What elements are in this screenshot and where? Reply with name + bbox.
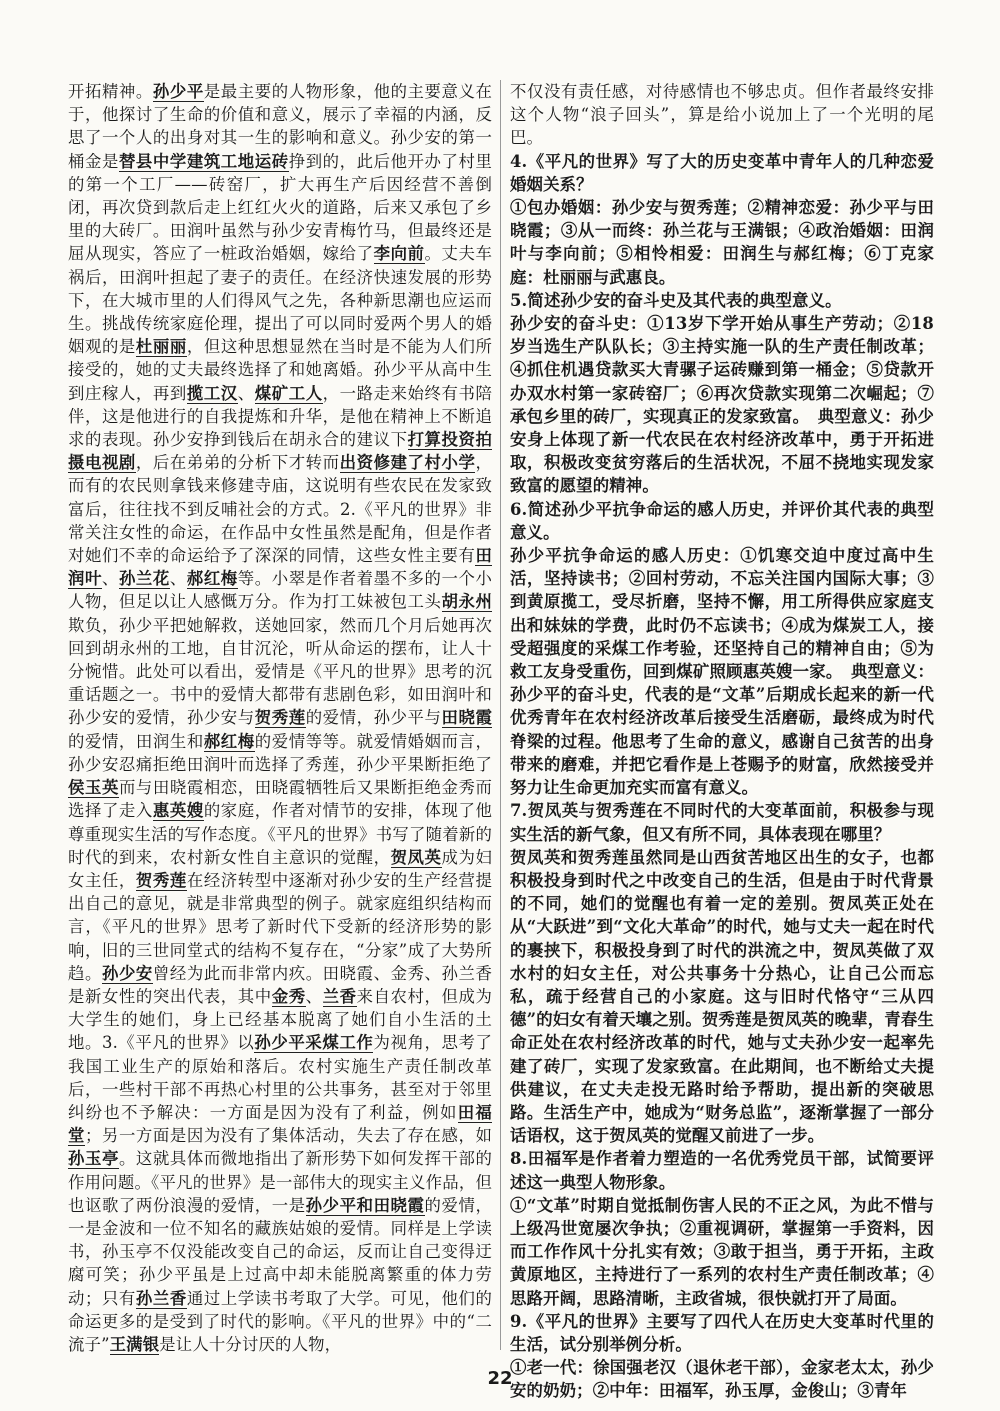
text-run: ，但这种思想显然在当时是不能为人们所接受的，她的丈夫最终选择了和她离婚。孙少平从高中生到庄稼人，再到 xyxy=(68,337,493,403)
question-text xyxy=(510,150,934,196)
underlined-answer: 孙少平采煤工作 xyxy=(254,1033,374,1053)
underlined-answer: 孙少平 xyxy=(152,82,204,101)
answer-text xyxy=(510,544,934,799)
text-run: ，后在弟弟的分析下才转而 xyxy=(135,453,340,473)
text-run: 的爱情，孙少平与 xyxy=(305,708,442,728)
text-run: 9.《平凡的世界》主要写了四代人在历史大变革时代里的生活，试分别举例分析。 xyxy=(510,1311,934,1354)
text-run: 的家庭，作者对情节的安排，体现了他尊重现实生活的写作态度。《平凡的世界》书写了随着新的时代的到来，农村新女性自主意识的觉醒， xyxy=(68,801,492,867)
text-run: 通过上学读书考取了大学。可见，他们的命运更多的是受到了时代的影响。《平凡的世界》中的“二流子” xyxy=(68,1288,493,1354)
underlined-answer: 杜丽丽 xyxy=(135,337,187,357)
text-run: ，而有的农民则拿钱来修建寺庙，这说明有些农民在发家致富后，往往找不到反哺社会的方式。2.《平凡的世界》非常关注女性的命运，在作品中女性虽然是配角，但是作者对她们不幸的命运给予了深深的同情，这些女性主要有 xyxy=(68,453,492,566)
text-run: 5.简述孙少安的奋斗史及其代表的典型意义。 xyxy=(510,290,842,310)
text-run: 挣到的，此后他开办了村里的第一个工厂——砖窑厂，扩大再生产后因经营不善倒闭，再次贷到款后走上红红火火的道路，后来又承包了乡里的大砖厂。田润叶虽然与孙少安青梅竹马，但最终还是屈从现实，答应了一桩政治婚姻，嫁给了 xyxy=(68,151,493,264)
text-run: 7.贺凤英与贺秀莲在不同时代的大变革面前，积极参与现实生活的新气象，但又有所不同，具体表现在哪里？ xyxy=(510,801,934,844)
underlined-answer: 惠英嫂 xyxy=(152,801,204,821)
underlined-answer: 贺凤英 xyxy=(390,847,442,867)
text-run: 开拓精神。 xyxy=(68,82,153,101)
text-run: ①包办婚姻：孙少安与贺秀莲；②精神恋爱：孙少平与田晓霞；③从一而终：孙兰花与王满银；④政治婚姻：田润叶与李向前；⑤相怜相爱：田润生与郝红梅；⑥丁克家庭：杜丽丽与武惠良。 xyxy=(510,198,934,287)
underlined-answer: 兰香 xyxy=(322,986,357,1006)
underlined-answer: 田福堂 xyxy=(68,1102,492,1146)
question-text xyxy=(510,289,934,312)
text-run: ①老一代：徐国强老汉（退休老干部），金家老太太，孙少安的奶奶；②中年：田福军，孙玉厚，金俊山；③青年 xyxy=(510,1358,934,1401)
text-run: 是让人十分讨厌的人物， xyxy=(159,1334,342,1354)
text-run: 成为妇女主任， xyxy=(68,847,492,890)
text-run: 孙少安的奋斗史：①13岁下学开始从事生产劳动；②18岁当选生产队队长；③主持实施一队的生产责任制改革；④抓住机遇贷款买大青骡子运砖赚到第一桶金；⑤贷款开办双水村第一家砖窑厂；⑥再次贷款实现第二次崛起；⑦承包乡里的砖厂，实现真正的发家致富。 典型意义：孙少安身上体现了新一代农民在农村经济改革中，勇于开拓进取，积极改变贫穷落后的生活状况，不屈不挠地实现发家致富的愿望的精神。 xyxy=(510,314,934,496)
column-divider xyxy=(500,80,501,1350)
text-run: 而与田晓霞相恋，田晓霞牺牲后又果断拒绝金秀而选择了走入 xyxy=(68,778,492,821)
answer-text xyxy=(510,846,934,1148)
answer-text xyxy=(510,196,934,289)
text-run: 6.简述孙少平抗争命运的感人历史，并评价其代表的典型意义。 xyxy=(510,499,934,542)
underlined-answer: 孙少平和田晓霞 xyxy=(305,1195,425,1215)
underlined-answer: 田润叶 xyxy=(68,546,492,589)
text-run: 的爱情，田润生和 xyxy=(68,731,204,751)
underlined-answer: 金秀 xyxy=(271,986,306,1006)
underlined-answer: 贺秀莲 xyxy=(254,708,306,728)
text-run: ①“文革”时期自觉抵制伤害人民的不正之风，为此不惜与上级冯世宽屡次争执；②重视调研，掌握第一手资料，因而工作作风十分扎实有效；③敢于担当，勇于开拓，主政黄原地区，主持进行了一系列的农村生产责任制改革；④思路开阔，思路清晰，主政省城，很快就打开了局面。 xyxy=(510,1195,934,1308)
underlined-answer: 煤矿工人 xyxy=(254,383,323,403)
text-run: 是最主要的人物形象，他的主要意义在于，他探讨了生命的价值和意义，展示了幸福的内涵，反思了一个人的出身对其一生的影响和意义。孙少安的第一桶金是 xyxy=(68,82,492,171)
underlined-answer: 王满银 xyxy=(109,1334,160,1354)
text-run: ，一路走来始终有书陪伴，这是他进行的自我提炼和升华，是他在精神上不断追求的表现。孙少安挣到钱后在胡永合的建议下 xyxy=(68,383,492,450)
underlined-answer: 孙少安 xyxy=(101,963,153,983)
text-run: 。这就具体而微地指出了新形势下如何发挥干部的作用问题。《平凡的世界》是一部伟大的现实主义作品，但也讴歌了两份浪漫的爱情，一是 xyxy=(68,1149,492,1215)
question-text xyxy=(510,799,934,845)
text-run: 孙少平抗争命运的感人历史：①饥寒交迫中度过高中生活，坚持读书；②回村劳动，不忘关注国内国际大事；③到黄原揽工，受尽折磨，坚持不懈，用工所得供应家庭支出和妹妹的学费，此时仍不忘读书；④成为煤炭工人，接受超强度的采煤工作考验，还坚持自己的精神自由；⑤为救工友身受重伤，回到煤矿照顾惠英嫂一家。 典型意义：孙少平的奋斗史，代表的是“文革”后期成长起来的新一代优秀青年在农村经济改革后接受生活磨砺，最终成为时代脊梁的过程。他思考了生命的意义，感谢自己贫苦的出身带来的磨难，并把它看作是上苍赐予的财富，欣然接受并努力让生命更加充实而富有意义。 xyxy=(510,546,934,798)
underlined-answer: 出资修建了村小学 xyxy=(339,453,476,473)
text-run: 在经济转型中逐渐对孙少安的生产经营提出自己的意见，就是非常典型的例子。就家庭组织结构而言，《平凡的世界》思考了新时代下受新的经济形势的影响，旧的三世同堂式的结构不复存在，“分家”成了大势所趋。 xyxy=(68,870,493,983)
text-run: 8.田福军是作者着力塑造的一名优秀党员干部，试简要评述这一典型人物形象。 xyxy=(510,1149,934,1192)
body-text xyxy=(510,80,934,150)
underlined-answer: 李向前 xyxy=(373,244,425,264)
underlined-answer: 侯玉英 xyxy=(68,778,119,798)
underlined-answer: 替县中学建筑工地运砖 xyxy=(118,151,289,171)
underlined-answer: 田晓霞 xyxy=(441,708,493,728)
text-run: 。丈夫车祸后，田润叶担起了妻子的责任。在经济快速发展的形势下，在大城市里的人们得风气之先，各种新思潮也应运而生。挑战传统家庭伦理，提出了可以同时爱两个男人的婚姻观的是 xyxy=(68,244,493,357)
text-run: 贺凤英和贺秀莲虽然同是山西贫苦地区出生的女子，也都积极投身到时代之中改变自己的生活，但是由于时代背景的不同，她们的觉醒也有着一定的差别。贺凤英正处在从“大跃进”到“文化大革命”的时代，她与丈夫一起在时代的裹挟下，积极投身到了时代的洪流之中，贺凤英做了双水村的妇女主任，对公共事务十分热心，让自己公而忘私，疏于经营自己的小家庭。这与旧时代恪守“三从四德”的妇女有着天壤之别。贺秀莲是贺凤英的晚辈，青春生命正处在农村经济改革的时代，她与丈夫孙少安一起率先建了砖厂，实现了发家致富。在此期间，也不断给丈夫提供建议，在丈夫走投无路时给予帮助，提出新的突破思路。生活生产中，她成为“财务总监”，逐渐掌握了一部分话语权，这于贺凤英的觉醒又前进了一步。 xyxy=(510,847,934,1146)
text-run: 为视角，思考了我国工业生产的原始和落后。农村实施生产责任制改革后，一些村干部不再热心村里的公共事务，甚至对于邻里纠纷也不予解决：一方面是因为没有了利益，例如 xyxy=(68,1033,492,1122)
text-run: ；另一方面是因为没有了集体活动，失去了存在感，如 xyxy=(84,1126,492,1146)
text-run: 的爱情，一是金波和一位不知名的藏族姑娘的爱情。同样是上学读书，孙玉亭不仅没能改变自己的命运，反而让自己变得迂腐可笑；孙少平虽是上过高中却未能脱离繁重的体力劳动；只有 xyxy=(68,1195,492,1308)
answer-text xyxy=(510,1194,934,1310)
question-text xyxy=(510,1310,934,1356)
left-column-text xyxy=(68,80,492,1356)
question-text xyxy=(510,1147,934,1193)
text-run: 欺负，孙少平把她解救，送她回家，然而几个月后她再次回到胡永州的工地，自甘沉沦，听从命运的摆布，让人十分惋惜。此处可以看出，爱情是《平凡的世界》思考的沉重话题之一。书中的爱情大都带有悲剧色彩，如田润叶和孙少安的爱情，孙少安与 xyxy=(68,615,492,728)
text-run: 、 xyxy=(237,383,255,403)
underlined-answer: 郝红梅 xyxy=(203,731,255,751)
underlined-answer: 打算投资拍摄电视剧 xyxy=(68,430,493,473)
underlined-answer: 孙兰香 xyxy=(135,1288,187,1308)
answer-text xyxy=(510,312,934,498)
text-run: 来自农村，但成为大学生的她们，身上已经基本脱离了她们自小生活的土地。3.《平凡的世界》以 xyxy=(68,986,492,1053)
left-column xyxy=(68,80,492,1356)
text-run: 、 xyxy=(169,569,187,589)
underlined-answer: 孙玉亭 xyxy=(68,1149,119,1169)
underlined-answer: 贺秀莲 xyxy=(135,870,187,890)
right-column xyxy=(510,80,934,1403)
text-run: 、 xyxy=(305,986,323,1006)
text-run: 、 xyxy=(101,569,119,589)
underlined-answer: 胡永州 xyxy=(441,592,492,612)
text-run: 4.《平凡的世界》写了大的历史变革中青年人的几种恋爱婚姻关系？ xyxy=(510,151,934,194)
underlined-answer: 揽工汉 xyxy=(186,383,238,403)
question-text xyxy=(510,498,934,544)
text-run: 不仅没有责任感，对待感情也不够忠贞。但作者最终安排这个人物“浪子回头”，算是给小说加上了一个光明的尾巴。 xyxy=(510,82,934,148)
underlined-answer: 孙兰花 xyxy=(118,569,170,589)
page-number: 22 xyxy=(487,1368,513,1389)
text-run: 等。小翠是作者着墨不多的一个小人物，但足以让人感慨万分。作为打工妹被包工头 xyxy=(68,569,493,612)
text-run: 的爱情等等。就爱情婚姻而言，孙少安忍痛拒绝田润叶而选择了秀莲，孙少平果断拒绝了 xyxy=(68,731,493,774)
underlined-answer: 郝红梅 xyxy=(186,569,238,589)
text-run: 曾经为此而非常内疚。田晓霞、金秀、孙兰香是新女性的突出代表，其中 xyxy=(68,963,493,1006)
